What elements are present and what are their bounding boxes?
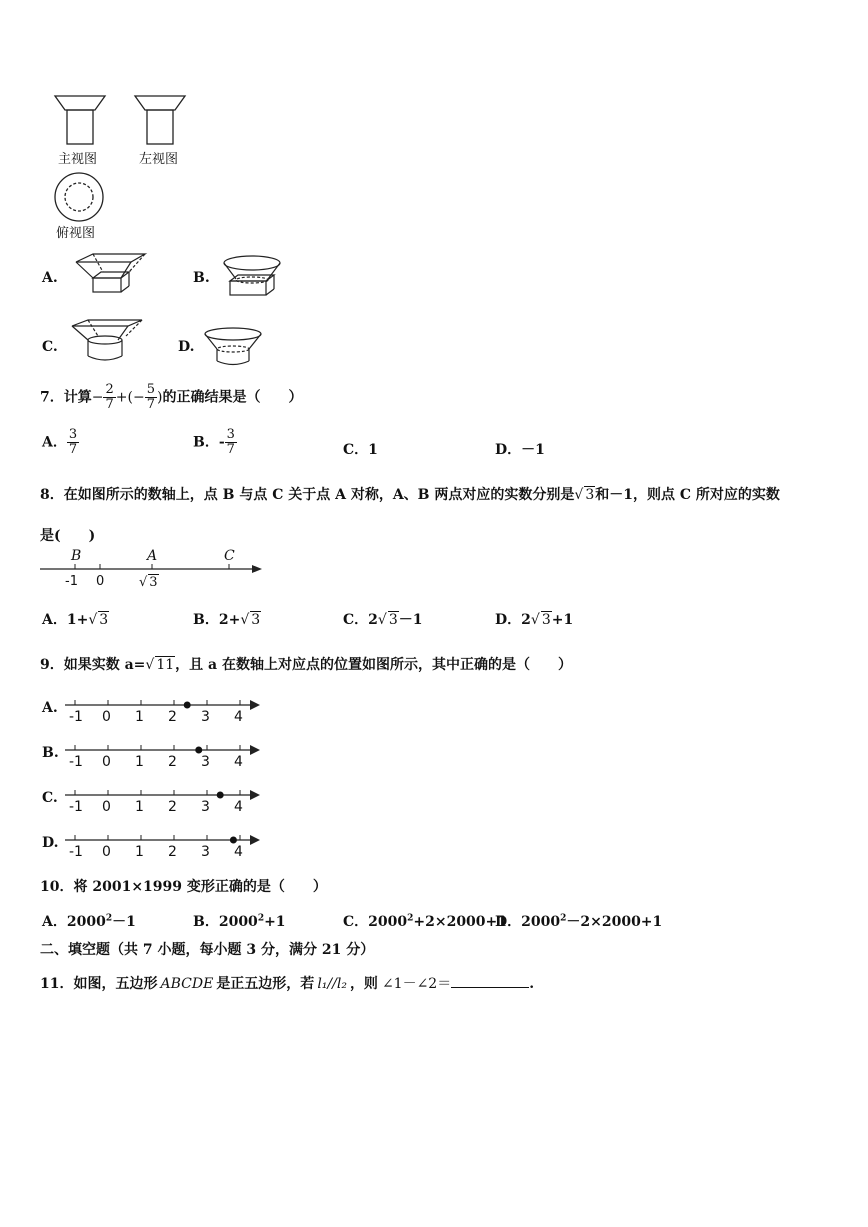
left-view-label: 左视图 (139, 152, 179, 167)
q9-tick-label: 1 (135, 844, 144, 860)
q6-option-b-figure (222, 253, 287, 298)
q7-option-c[interactable]: C．1 (343, 442, 378, 458)
question-8-stem-line2: 是( ) (40, 528, 96, 544)
q6-option-c-figure (70, 318, 145, 368)
q8-point-b-label: B (71, 548, 82, 564)
q8-tick-zero: 0 (96, 574, 105, 589)
q7-fraction-2: $\frac{5}{7}$ (146, 382, 155, 412)
q9-tick-label: -1 (69, 754, 83, 770)
q8-point-a-label: A (147, 548, 158, 564)
q10-option-a[interactable]: A．$2000^2-1$ (42, 913, 136, 930)
q9-option-a-label[interactable]: A. (42, 700, 58, 716)
q9-tick-label: 2 (168, 844, 177, 860)
q9-tick-label: 2 (168, 709, 177, 725)
q9-tick-label: 3 (201, 844, 210, 860)
q9-tick-label: -1 (69, 709, 83, 725)
front-view-drawing (55, 96, 105, 144)
q8-option-c[interactable]: C．2√ 3－1 (343, 612, 423, 628)
q9-tick-label: 3 (201, 799, 210, 815)
q10-option-c[interactable]: C．$2000^2+2\times 2000+1$ (343, 913, 508, 930)
q9-option-c-label[interactable]: C. (42, 790, 58, 806)
q9-tick-label: 4 (234, 844, 243, 860)
section-2-heading: 二、填空题（共 7 小题，每小题 3 分，满分 21 分） (40, 942, 375, 958)
q6-option-a-label[interactable]: A. (42, 270, 58, 286)
q9-tick-label: -1 (69, 844, 83, 860)
q9-tick-label: 4 (234, 799, 243, 815)
q9-tick-label: 0 (102, 799, 111, 815)
q8-tick-neg1: -1 (65, 574, 78, 589)
q9-option-d-label[interactable]: D. (42, 835, 59, 851)
question-8-stem-line1: 8．在如图所示的数轴上，点 B 与点 C 关于点 A 对称，A、B 两点对应的实数分别是√ 3和－1，则点 C 所对应的实数 (40, 487, 780, 503)
q9-tick-label: 4 (234, 709, 243, 725)
q9-point-a-marker (217, 792, 224, 799)
q9-tick-label: 1 (135, 754, 144, 770)
q10-option-b[interactable]: B．$2000^2+1$ (193, 913, 286, 930)
q9-tick-label: 3 (201, 709, 210, 725)
q8-option-d[interactable]: D．2√ 3+1 (495, 612, 574, 628)
q6-option-a-figure (73, 252, 148, 297)
top-view-label: 俯视图 (56, 226, 96, 241)
q8-point-c-label: C (224, 548, 235, 564)
q7-option-d[interactable]: D．－1 (495, 442, 545, 458)
q7-fraction-1: $\frac{2}{7}$ (105, 382, 114, 412)
left-view-drawing (135, 96, 185, 144)
q6-option-d-figure (203, 325, 265, 370)
q9-option-b-label[interactable]: B. (42, 745, 59, 761)
q9-tick-label: 0 (102, 844, 111, 860)
q9-tick-label: 1 (135, 709, 144, 725)
top-view-drawing (55, 173, 103, 221)
q9-tick-label: 2 (168, 799, 177, 815)
q7-option-b[interactable]: B．- $\frac{3}{7}$ (193, 427, 235, 457)
front-view-label: 主视图 (58, 152, 98, 167)
question-11-stem: 11．如图，五边形 ABCDE 是正五边形，若 l₁//l₂ ，则 ∠1－∠2＝ . (40, 976, 535, 992)
q9-point-a-marker (230, 837, 237, 844)
q11-answer-blank[interactable] (451, 975, 529, 988)
q6-option-d-label[interactable]: D. (178, 339, 195, 355)
q9-tick-label: 0 (102, 709, 111, 725)
q9-tick-label: 0 (102, 754, 111, 770)
q7-option-a[interactable]: A． $\frac{3}{7}$ (42, 427, 78, 457)
q9-tick-label: 4 (234, 754, 243, 770)
q8-option-b[interactable]: B．2+√ 3 (193, 612, 261, 628)
q8-option-a[interactable]: A．1+√ 3 (42, 612, 109, 628)
q9-tick-label: 1 (135, 799, 144, 815)
q9-point-a-marker (195, 747, 202, 754)
q9-point-a-marker (184, 702, 191, 709)
q6-option-c-label[interactable]: C. (42, 339, 58, 355)
q9-tick-label: 3 (201, 754, 210, 770)
question-7-stem: 7．计算− $\frac{2}{7}$ +(− $\frac{5}{7}$ )的正确结果是（ ） (40, 382, 303, 412)
question-9-stem: 9．如果实数 a=√ 11，且 a 在数轴上对应点的位置如图所示，其中正确的是（ ） (40, 657, 572, 673)
q6-option-b-label[interactable]: B. (193, 270, 210, 286)
q9-tick-label: 2 (168, 754, 177, 770)
question-10-stem: 10．将 2001×1999 变形正确的是（ ） (40, 879, 327, 895)
q9-tick-label: -1 (69, 799, 83, 815)
q10-option-d[interactable]: D．$2000^2-2\times 2000+1$ (495, 913, 663, 930)
q8-tick-sqrt3: √ 3 (139, 575, 158, 590)
